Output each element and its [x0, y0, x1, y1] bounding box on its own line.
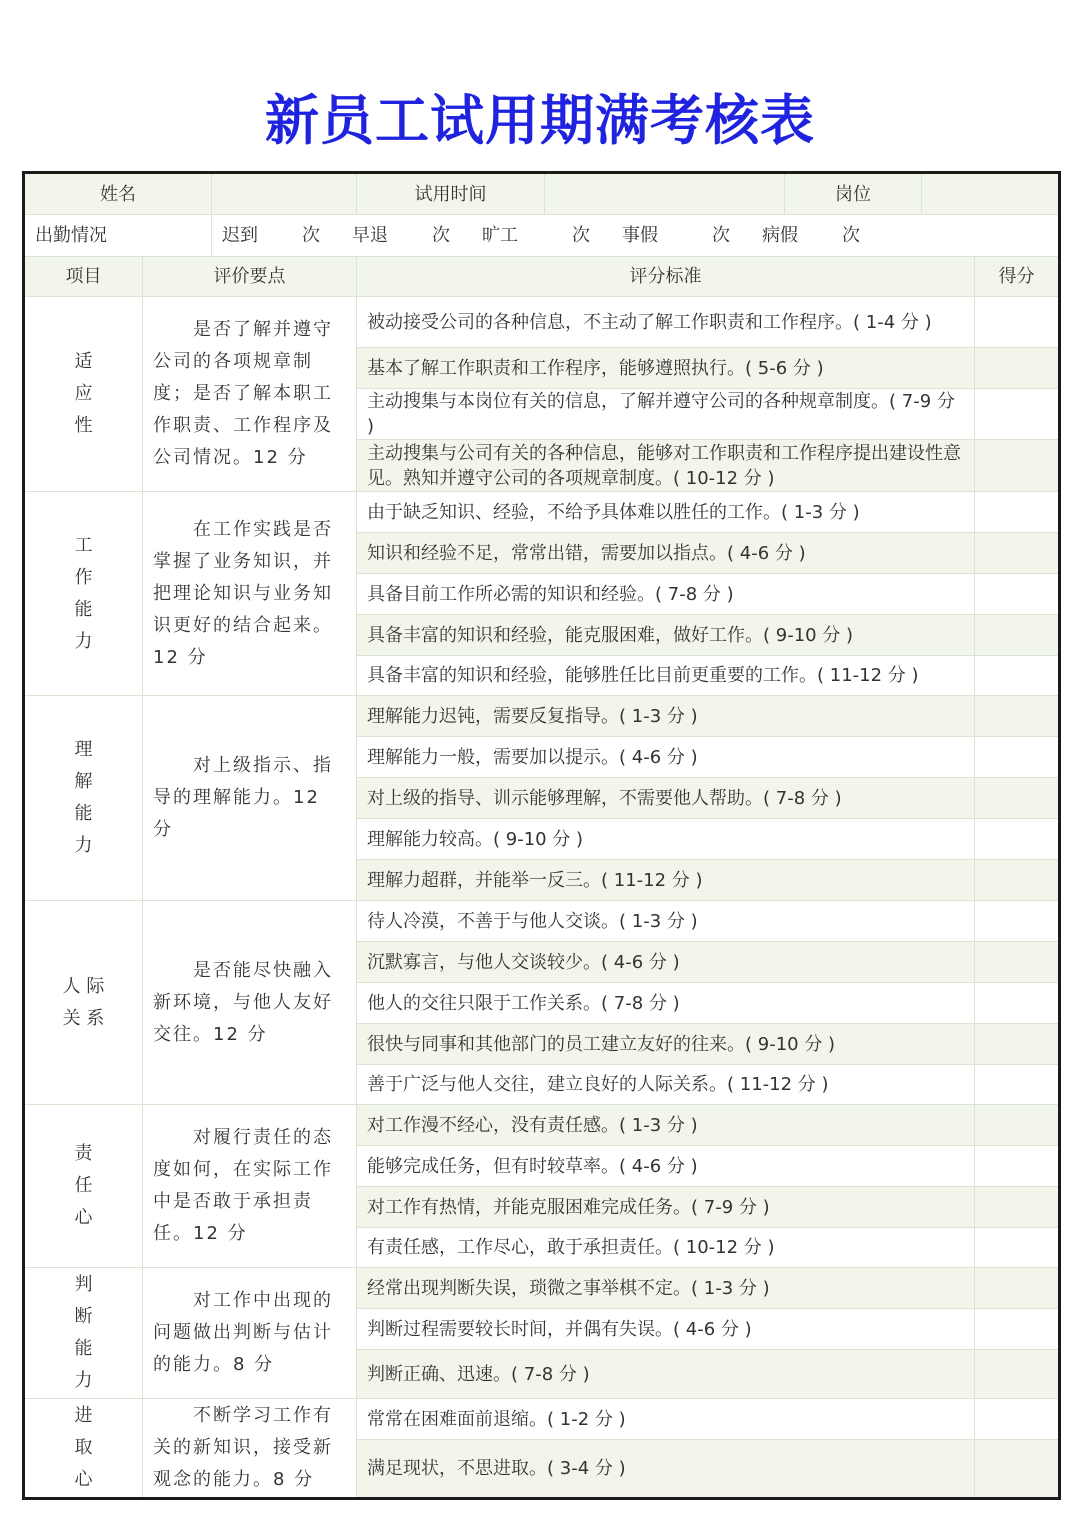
section-points: 对履行责任的态度如何，在实际工作中是否敢于承担责任。12 分	[143, 1105, 357, 1268]
criteria-text: 满足现状，不思进取。( 3-4 分 )	[357, 1440, 975, 1499]
criteria-text: 善于广泛与他人交往，建立良好的人际关系。( 11-12 分 )	[357, 1065, 975, 1105]
score-cell[interactable]	[975, 533, 1060, 574]
criteria-row	[24, 901, 1060, 942]
score-cell[interactable]	[975, 942, 1060, 983]
score-cell[interactable]	[975, 656, 1060, 696]
times-label: 次	[842, 225, 860, 246]
score-cell[interactable]	[975, 615, 1060, 656]
sick-leave-label: 病假	[762, 225, 798, 246]
personal-leave-label: 事假	[622, 225, 658, 246]
late-label: 迟到	[222, 225, 258, 246]
criteria-text: 具备丰富的知识和经验，能克服困难，做好工作。( 9-10 分 )	[357, 615, 975, 656]
item-header: 项目	[24, 257, 143, 297]
attendance-label: 出勤情况	[24, 215, 212, 257]
criteria-text: 理解能力一般，需要加以提示。( 4-6 分 )	[357, 737, 975, 778]
early-leave-label: 早退	[352, 225, 388, 246]
section-points: 不断学习工作有关的新知识，接受新观念的能力。8 分	[143, 1399, 357, 1499]
criteria-text: 具备目前工作所必需的知识和经验。( 7-8 分 )	[357, 574, 975, 615]
score-cell[interactable]	[975, 778, 1060, 819]
score-cell[interactable]	[975, 860, 1060, 901]
criteria-text: 对工作漫不经心，没有责任感。( 1-3 分 )	[357, 1105, 975, 1146]
criteria-text: 很快与同事和其他部门的员工建立友好的往来。( 9-10 分 )	[357, 1024, 975, 1065]
section-points: 对上级指示、指导的理解能力。12 分	[143, 696, 357, 901]
criteria-text: 能够完成任务，但有时较草率。( 4-6 分 )	[357, 1146, 975, 1187]
score-cell[interactable]	[975, 1399, 1060, 1440]
criteria-text: 经常出现判断失误，琐微之事举棋不定。( 1-3 分 )	[357, 1268, 975, 1309]
score-cell[interactable]	[975, 1228, 1060, 1268]
section-item: 人 际 关 系	[24, 901, 143, 1105]
score-cell[interactable]	[975, 1024, 1060, 1065]
trial-period-label: 试用时间	[357, 173, 545, 215]
score-cell[interactable]	[975, 492, 1060, 533]
score-cell[interactable]	[975, 1146, 1060, 1187]
score-cell[interactable]	[975, 1187, 1060, 1228]
name-field[interactable]	[212, 173, 357, 215]
trial-period-field[interactable]	[545, 173, 785, 215]
score-cell[interactable]	[975, 983, 1060, 1024]
criteria-text: 理解能力较高。( 9-10 分 )	[357, 819, 975, 860]
criteria-row	[24, 1105, 1060, 1146]
criteria-text: 待人冷漠，不善于与他人交谈。( 1-3 分 )	[357, 901, 975, 942]
criteria-row	[24, 492, 1060, 533]
score-cell[interactable]	[975, 389, 1060, 440]
evaluation-table	[22, 171, 1061, 1500]
criteria-text: 具备丰富的知识和经验，能够胜任比目前更重要的工作。( 11-12 分 )	[357, 656, 975, 696]
position-label: 岗位	[785, 173, 922, 215]
criteria-row	[24, 1399, 1060, 1440]
score-cell[interactable]	[975, 297, 1060, 348]
criteria-row	[24, 696, 1060, 737]
score-cell[interactable]	[975, 819, 1060, 860]
points-header: 评价要点	[143, 257, 357, 297]
section-points: 是否了解并遵守公司的各项规章制度；是否了解本职工作职责、工作程序及公司情况。12 分	[143, 297, 357, 492]
criteria-text: 对上级的指导、训示能够理解，不需要他人帮助。( 7-8 分 )	[357, 778, 975, 819]
criteria-text: 他人的交往只限于工作关系。( 7-8 分 )	[357, 983, 975, 1024]
times-label: 次	[712, 225, 730, 246]
section-points: 是否能尽快融入新环境，与他人友好交往。12 分	[143, 901, 357, 1105]
criteria-text: 常常在困难面前退缩。( 1-2 分 )	[357, 1399, 975, 1440]
criteria-text: 主动搜集与本岗位有关的信息，了解并遵守公司的各种规章制度。( 7-9 分 )	[357, 389, 975, 440]
score-cell[interactable]	[975, 1065, 1060, 1105]
score-cell[interactable]	[975, 348, 1060, 389]
score-cell[interactable]	[975, 901, 1060, 942]
score-cell[interactable]	[975, 696, 1060, 737]
criteria-text: 被动接受公司的各种信息，不主动了解工作职责和工作程序。( 1-4 分 )	[357, 297, 975, 348]
score-cell[interactable]	[975, 440, 1060, 492]
times-label: 次	[572, 225, 590, 246]
section-points: 在工作实践是否掌握了业务知识，并把理论知识与业务知识更好的结合起来。12 分	[143, 492, 357, 696]
criteria-row	[24, 1268, 1060, 1309]
section-item: 适 应 性	[24, 297, 143, 492]
score-cell[interactable]	[975, 1350, 1060, 1399]
section-item: 进 取 心	[24, 1399, 143, 1499]
section-item: 理 解 能 力	[24, 696, 143, 901]
page-title: 新员工试用期满考核表	[265, 88, 815, 152]
section-points: 对工作中出现的问题做出判断与估计的能力。8 分	[143, 1268, 357, 1399]
absent-label: 旷工	[482, 225, 518, 246]
criteria-text: 沉默寡言，与他人交谈较少。( 4-6 分 )	[357, 942, 975, 983]
position-field[interactable]	[922, 173, 1060, 215]
score-header: 得分	[975, 257, 1060, 297]
section-item: 判 断 能 力	[24, 1268, 143, 1399]
criteria-text: 知识和经验不足，常常出错，需要加以指点。( 4-6 分 )	[357, 533, 975, 574]
name-label: 姓名	[24, 173, 212, 215]
criteria-text: 基本了解工作职责和工作程序，能够遵照执行。( 5-6 分 )	[357, 348, 975, 389]
section-item: 工 作 能 力	[24, 492, 143, 696]
score-cell[interactable]	[975, 1440, 1060, 1499]
criteria-text: 有责任感，工作尽心，敢于承担责任。( 10-12 分 )	[357, 1228, 975, 1268]
score-cell[interactable]	[975, 1105, 1060, 1146]
score-cell[interactable]	[975, 1268, 1060, 1309]
section-item: 责 任 心	[24, 1105, 143, 1268]
score-cell[interactable]	[975, 1309, 1060, 1350]
attendance-field[interactable]	[212, 215, 1060, 257]
criteria-text: 由于缺乏知识、经验，不给予具体难以胜任的工作。( 1-3 分 )	[357, 492, 975, 533]
criteria-row	[24, 297, 1060, 348]
criteria-text: 判断正确、迅速。( 7-8 分 )	[357, 1350, 975, 1399]
criteria-text: 主动搜集与公司有关的各种信息，能够对工作职责和工作程序提出建设性意见。熟知并遵守公司的各项规章制度。( 10-12 分 )	[357, 440, 975, 492]
criteria-text: 理解力超群，并能举一反三。( 11-12 分 )	[357, 860, 975, 901]
times-label: 次	[302, 225, 320, 246]
criteria-text: 理解能力迟钝，需要反复指导。( 1-3 分 )	[357, 696, 975, 737]
score-cell[interactable]	[975, 737, 1060, 778]
score-cell[interactable]	[975, 574, 1060, 615]
criteria-text: 对工作有热情，并能克服困难完成任务。( 7-9 分 )	[357, 1187, 975, 1228]
criteria-header: 评分标准	[357, 257, 975, 297]
criteria-text: 判断过程需要较长时间，并偶有失误。( 4-6 分 )	[357, 1309, 975, 1350]
times-label: 次	[432, 225, 450, 246]
